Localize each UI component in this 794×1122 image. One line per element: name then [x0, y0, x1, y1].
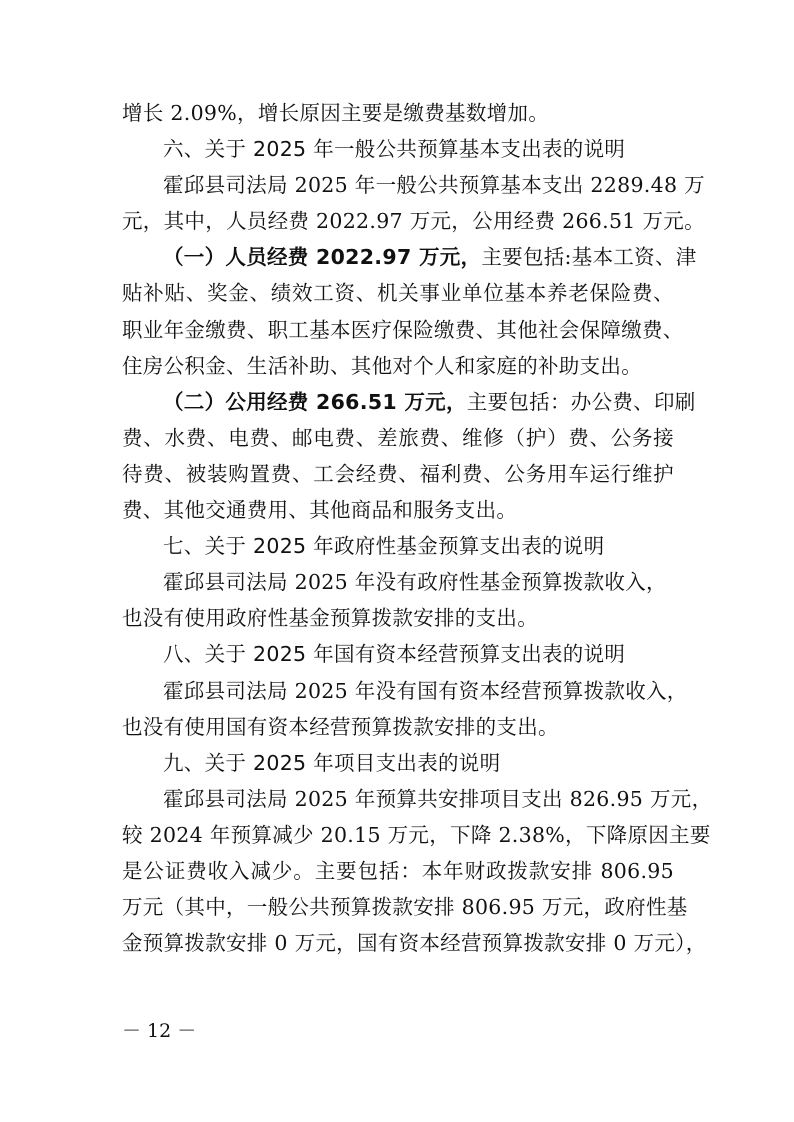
section-heading-9: 九、关于 2025 年项目支出表的说明	[163, 750, 501, 775]
section-heading-6: 六、关于 2025 年一般公共预算基本支出表的说明	[163, 137, 626, 162]
paragraph-line: 霍邱县司法局 2025 年预算共安排项目支出 826.95 万元，	[163, 786, 713, 811]
document-body	[122, 99, 713, 965]
paragraph-line: 待费、被装购置费、工会经费、福利费、公务用车运行维护	[122, 461, 674, 486]
paragraph-line: 霍邱县司法局 2025 年一般公共预算基本支出 2289.48 万	[163, 173, 705, 198]
paragraph-line: 霍邱县司法局 2025 年没有国有资本经营预算拨款收入，	[163, 678, 688, 703]
section-heading-8: 八、关于 2025 年国有资本经营预算支出表的说明	[163, 642, 626, 667]
subsection-heading-personnel: （一）人员经费 2022.97 万元，	[163, 245, 482, 270]
paragraph-line: 万元（其中，一般公共预算拨款安排 806.95 万元，政府性基	[122, 895, 688, 920]
paragraph-line: 费、其他交通费用、其他商品和服务支出。	[122, 498, 518, 523]
paragraph-line: 是公证费收入减少。主要包括：本年财政拨款安排 806.95	[122, 858, 674, 883]
paragraph-line: 费、水费、电费、邮电费、差旅费、维修（护）费、公务接	[122, 425, 674, 450]
paragraph-line: 住房公积金、生活补助、其他对个人和家庭的补助支出。	[122, 353, 642, 378]
subsection-personnel-line	[122, 243, 697, 272]
paragraph-line: 增长 2.09%，增长原因主要是缴费基数增加。	[122, 101, 550, 125]
paragraph-line: 较 2024 年预算减少 20.15 万元，下降 2.38%，下降原因主要	[122, 822, 711, 847]
paragraph-line: 元，其中，人员经费 2022.97 万元，公用经费 266.51 万元。	[122, 209, 705, 234]
paragraph-line: 职业年金缴费、职工基本医疗保险缴费、其他社会保障缴费、	[122, 317, 684, 342]
subsection-heading-public: （二）公用经费 266.51 万元，	[163, 389, 467, 414]
paragraph-line: 也没有使用国有资本经营预算拨款安排的支出。	[122, 714, 559, 739]
section-heading-7: 七、关于 2025 年政府性基金预算支出表的说明	[163, 534, 605, 559]
paragraph-line: 也没有使用政府性基金预算拨款安排的支出。	[122, 606, 538, 631]
paragraph-text: 主要包括:基本工资、津	[481, 245, 697, 270]
page-number: － 12 －	[122, 1020, 197, 1042]
paragraph-text: 主要包括：办公费、印刷	[466, 389, 696, 414]
paragraph-line: 霍邱县司法局 2025 年没有政府性基金预算拨款收入，	[163, 570, 667, 595]
paragraph-line: 贴补贴、奖金、绩效工资、机关事业单位基本养老保险费、	[122, 281, 674, 306]
subsection-public-line	[122, 388, 696, 417]
paragraph-line: 金预算拨款安排 0 万元，国有资本经营预算拨款安排 0 万元），	[122, 931, 707, 956]
